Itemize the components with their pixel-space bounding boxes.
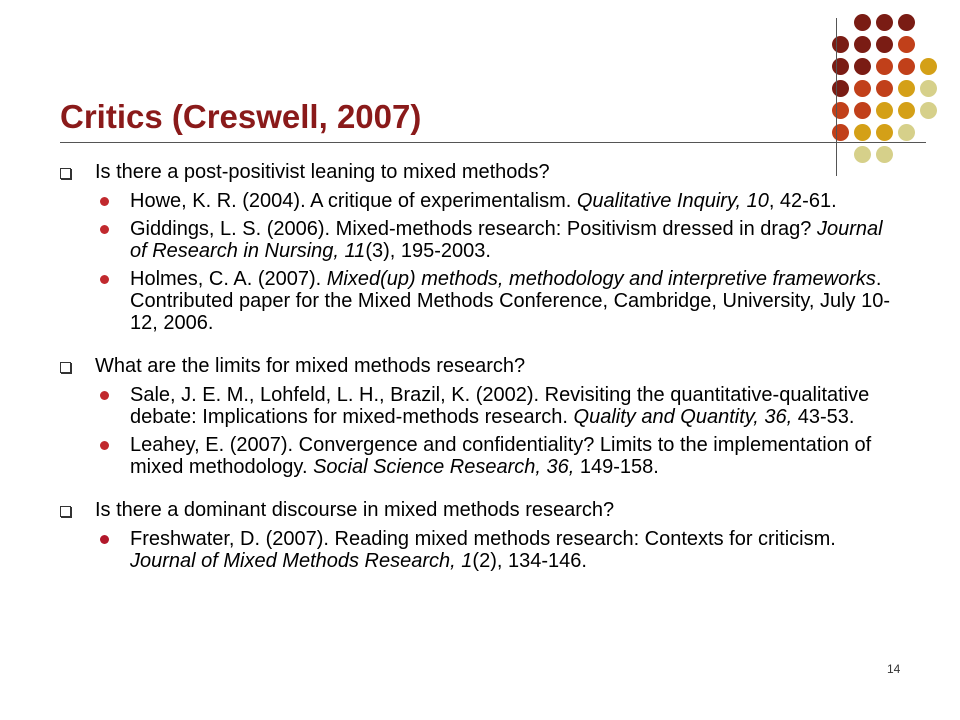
checkbox-bullet-icon xyxy=(60,168,71,179)
slide-body xyxy=(60,160,900,572)
decorative-dot xyxy=(898,36,915,53)
reference-item: Giddings, L. S. (2006). Mixed-methods research: Positivism dressed in drag? Journal of Research in Nursing, 11(3), 195-2003. xyxy=(60,218,900,262)
title-underline xyxy=(60,142,926,143)
decorative-dot xyxy=(898,80,915,97)
slide-title: Critics (Creswell, 2007) xyxy=(60,98,422,135)
decorative-dot xyxy=(832,124,849,141)
decorative-dot xyxy=(876,80,893,97)
question-1 xyxy=(60,160,900,184)
decorative-dot xyxy=(854,36,871,53)
question-text: What are the limits for mixed methods research? xyxy=(95,355,526,377)
dot-bullet-icon xyxy=(100,275,109,284)
reference-item: Freshwater, D. (2007). Reading mixed methods research: Contexts for criticism. Journal of Mixed Methods Research, 1(2), 134-146. xyxy=(60,528,900,572)
decorative-dot xyxy=(832,36,849,53)
decorative-dot-grid xyxy=(0,0,960,160)
decorative-dot xyxy=(854,58,871,75)
decorative-dot xyxy=(898,124,915,141)
reference-item: Leahey, E. (2007). Convergence and confidentiality? Limits to the implementation of mixed methodology. Social Science Research, 36, 149-158. xyxy=(60,434,900,478)
dot-bullet-icon xyxy=(100,391,109,400)
decorative-dot xyxy=(876,102,893,119)
decorative-dot xyxy=(876,124,893,141)
decorative-dot xyxy=(854,80,871,97)
vertical-rule xyxy=(836,18,837,176)
decorative-dot xyxy=(920,102,937,119)
checkbox-bullet-icon xyxy=(60,506,71,517)
decorative-dot xyxy=(920,58,937,75)
question-text: Is there a post-positivist leaning to mixed methods? xyxy=(95,161,550,183)
reference-item: Sale, J. E. M., Lohfeld, L. H., Brazil, K. (2002). Revisiting the quantitative-qualitative debate: Implications for mixed-methods research. Quality and Quantity, 36, 43-53. xyxy=(60,384,900,428)
decorative-dot xyxy=(832,102,849,119)
decorative-dot xyxy=(898,102,915,119)
decorative-dot xyxy=(832,80,849,97)
dot-bullet-icon xyxy=(100,535,109,544)
page-number: 14 xyxy=(887,662,901,676)
dot-bullet-icon xyxy=(100,197,109,206)
question-3 xyxy=(60,498,900,522)
decorative-dot xyxy=(876,14,893,31)
question-2 xyxy=(60,354,900,378)
decorative-dot xyxy=(876,58,893,75)
decorative-dot xyxy=(854,14,871,31)
reference-item: Holmes, C. A. (2007). Mixed(up) methods, methodology and interpretive frameworks. Contributed paper for the Mixed Methods Conference, Cambridge, University, July 10-12, 2006. xyxy=(60,268,900,334)
dot-bullet-icon xyxy=(100,441,109,450)
decorative-dot xyxy=(854,102,871,119)
question-text: Is there a dominant discourse in mixed methods research? xyxy=(95,499,615,521)
decorative-dot xyxy=(920,80,937,97)
checkbox-bullet-icon xyxy=(60,362,71,373)
dot-bullet-icon xyxy=(100,225,109,234)
decorative-dot xyxy=(898,58,915,75)
decorative-dot xyxy=(876,36,893,53)
decorative-dot xyxy=(898,14,915,31)
decorative-dot xyxy=(832,58,849,75)
decorative-dot xyxy=(854,124,871,141)
reference-item: Howe, K. R. (2004). A critique of experimentalism. Qualitative Inquiry, 10, 42-61. xyxy=(60,190,900,212)
